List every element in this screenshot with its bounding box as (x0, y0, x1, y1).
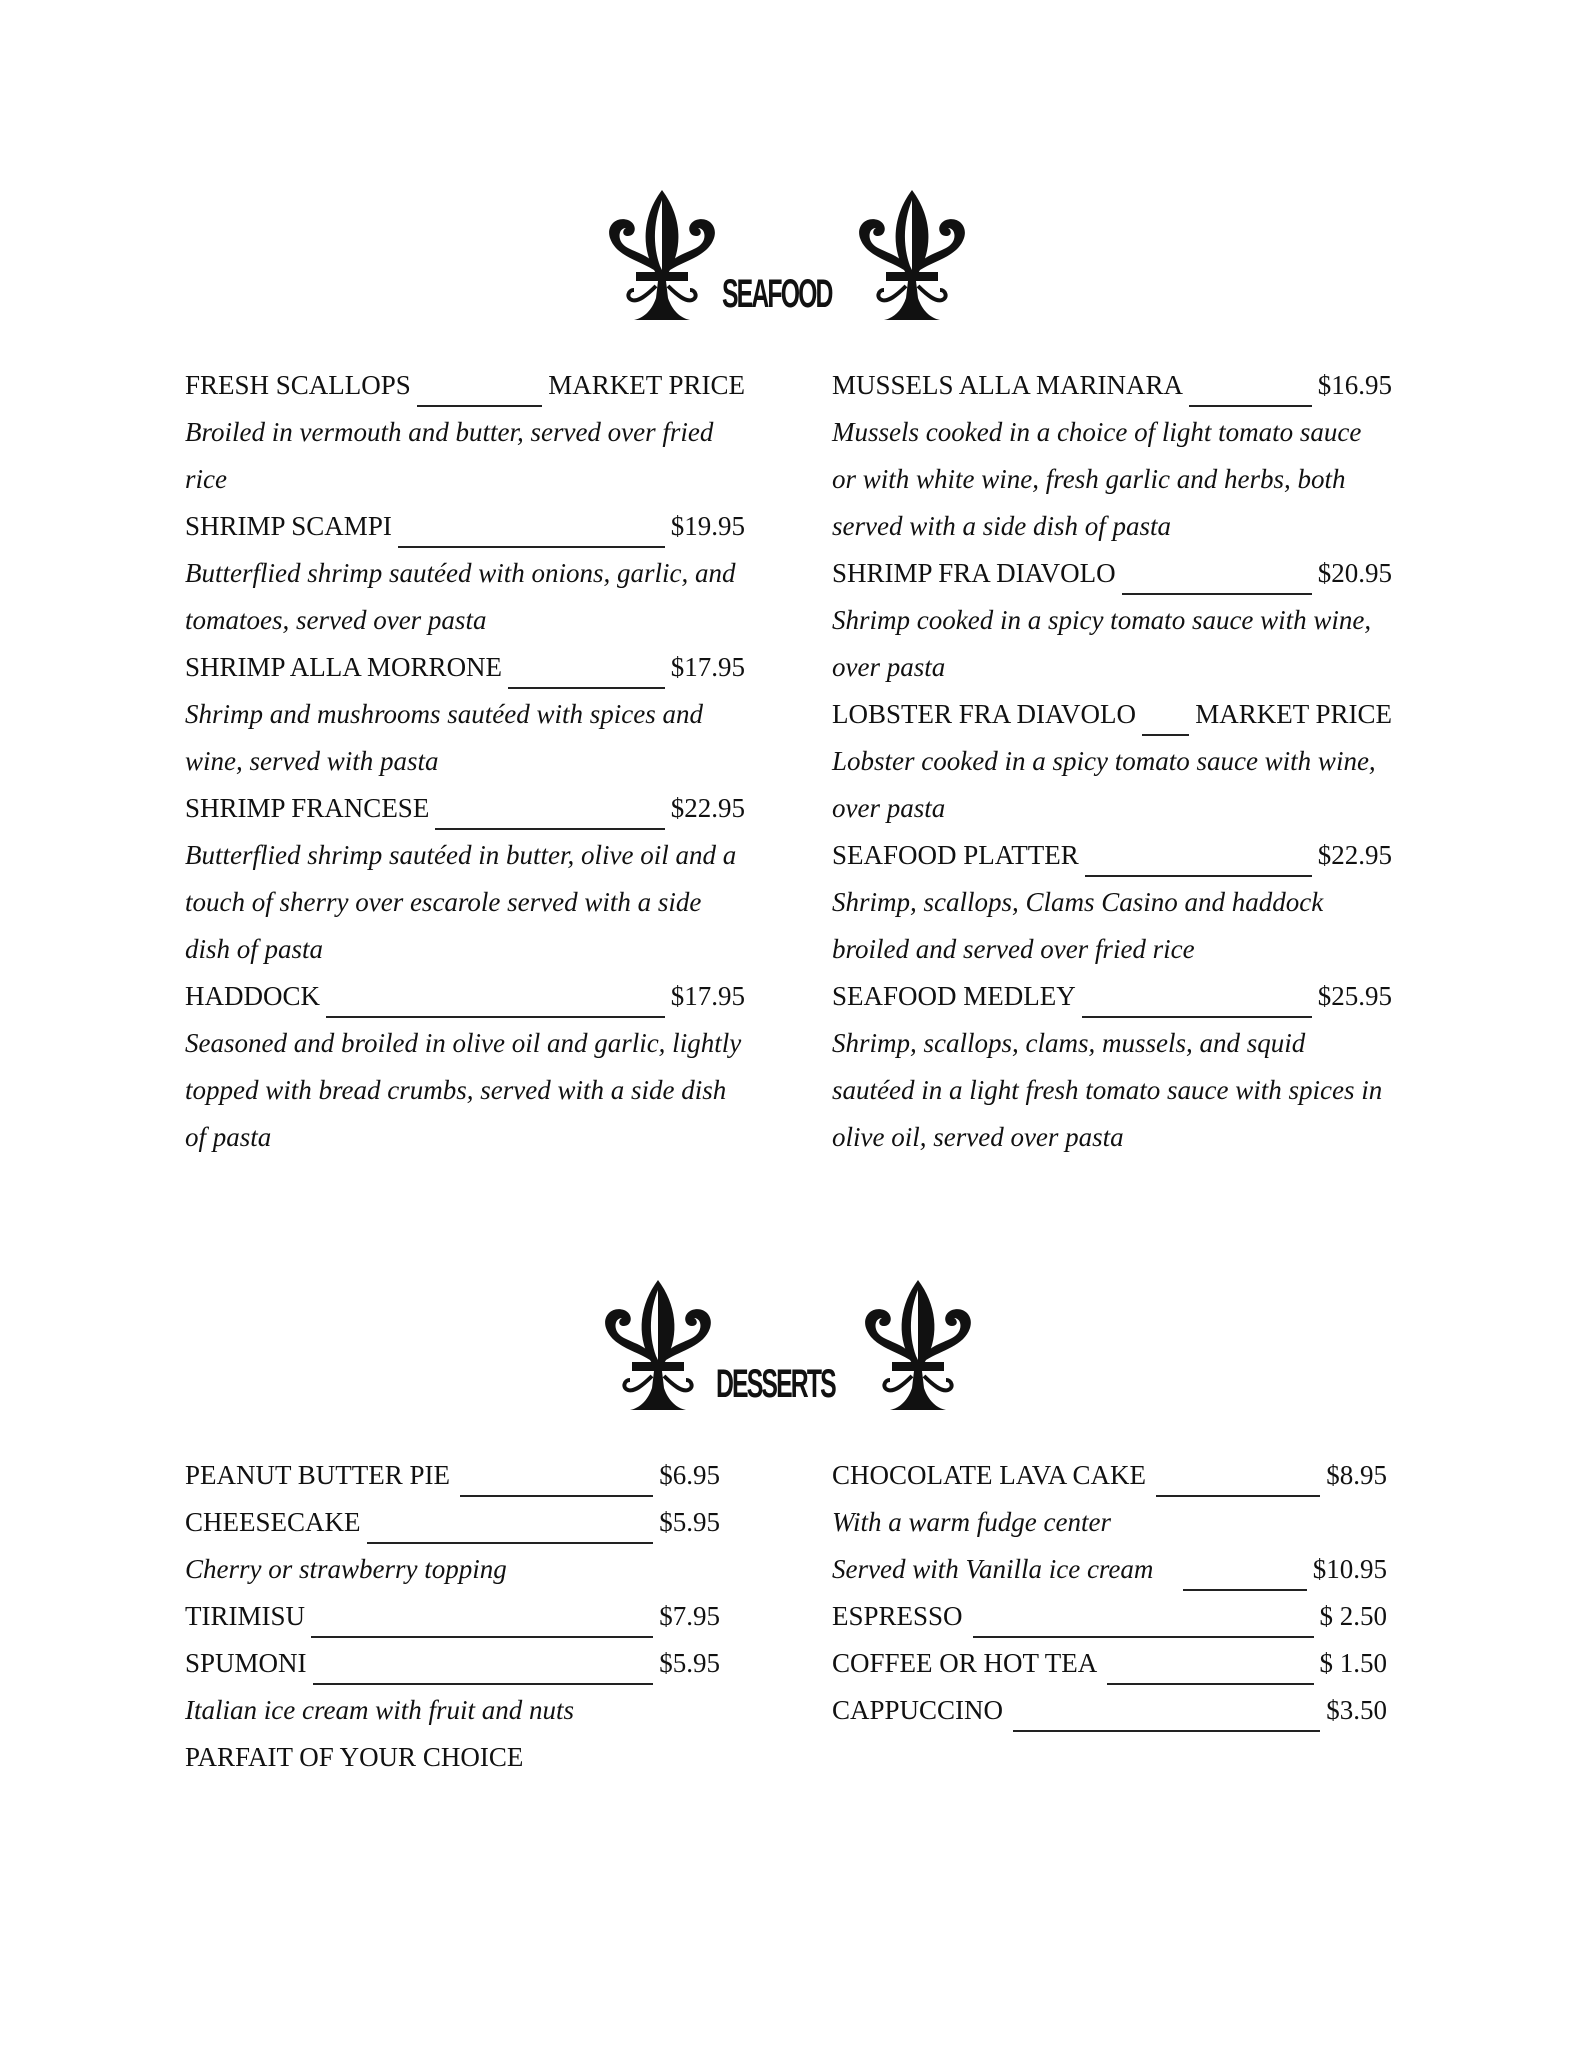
leader-line (435, 785, 664, 830)
menu-item (832, 1593, 1387, 1640)
item-price: $10.95 (1312, 1554, 1387, 1584)
leader-line (1013, 1687, 1320, 1732)
item-name: SEAFOOD PLATTER (832, 840, 1079, 870)
item-price: $8.95 (1326, 1460, 1387, 1490)
item-description: Italian ice cream with fruit and nuts (185, 1695, 574, 1725)
fleur-de-lis-icon (852, 186, 972, 326)
leader-line (508, 644, 665, 689)
item-price: $5.95 (659, 1648, 720, 1678)
item-price: $7.95 (659, 1601, 720, 1631)
item-name: LOBSTER FRA DIAVOLO (832, 699, 1137, 729)
item-price: $ 1.50 (1319, 1648, 1387, 1678)
item-name: FRESH SCALLOPS (185, 370, 411, 400)
fleur-de-lis-icon (858, 1276, 978, 1416)
item-description: Seasoned and broiled in olive oil and garlic, lightly topped with bread crumbs, served with a side dish of pasta (185, 1028, 742, 1152)
menu-item (832, 1452, 1387, 1499)
menu-item (832, 832, 1392, 879)
leader-line (1085, 832, 1312, 877)
item-name: TIRIMISU (185, 1601, 305, 1631)
item-description: With a warm fudge center (832, 1507, 1111, 1537)
item-price: MARKET PRICE (548, 370, 745, 400)
menu-item (832, 691, 1392, 738)
item-price: $5.95 (659, 1507, 720, 1537)
item-price: $3.50 (1326, 1695, 1387, 1725)
leader-line (367, 1499, 654, 1544)
menu-item (832, 1546, 1387, 1593)
menu-item (185, 973, 745, 1020)
item-description: Shrimp, scallops, clams, mussels, and squid sautéed in a light fresh tomato sauce with spices in olive oil, served over pasta (832, 1028, 1383, 1152)
menu-item (832, 973, 1392, 1020)
leader-line (1142, 691, 1189, 736)
menu-item (832, 362, 1392, 409)
item-description: Butterflied shrimp sautéed with onions, garlic, and tomatoes, served over pasta (185, 558, 736, 635)
menu-item (185, 503, 745, 550)
item-price: $17.95 (670, 981, 745, 1011)
leader-line (1189, 362, 1312, 407)
item-description: Shrimp cooked in a spicy tomato sauce with wine, over pasta (832, 605, 1372, 682)
item-name: SPUMONI (185, 1648, 307, 1678)
item-description: Cherry or strawberry topping (185, 1554, 507, 1584)
desserts-title: DESSERTS (716, 1362, 835, 1406)
leader-line (1156, 1452, 1320, 1497)
item-name: CHEESECAKE (185, 1507, 361, 1537)
leader-line (1122, 550, 1312, 595)
seafood-right-column (832, 362, 1392, 1161)
item-name: MUSSELS ALLA MARINARA (832, 370, 1184, 400)
item-description: Shrimp and mushrooms sautéed with spices and wine, served with pasta (185, 699, 703, 776)
item-description: Broiled in vermouth and butter, served over fried rice (185, 417, 714, 494)
item-description: Lobster cooked in a spicy tomato sauce with wine, over pasta (832, 746, 1376, 823)
item-description: Shrimp, scallops, Clams Casino and haddock broiled and served over fried rice (832, 887, 1324, 964)
item-name: SEAFOOD MEDLEY (832, 981, 1076, 1011)
menu-item (185, 785, 745, 832)
item-name: CAPPUCCINO (832, 1695, 1004, 1725)
item-price: $17.95 (670, 652, 745, 682)
menu-item (185, 1640, 720, 1687)
menu-item (185, 1593, 720, 1640)
menu-item (185, 644, 745, 691)
item-price: $22.95 (1317, 840, 1392, 870)
leader-line (460, 1452, 653, 1497)
seafood-title: SEAFOOD (722, 272, 832, 316)
item-name: Served with Vanilla ice cream (832, 1554, 1154, 1584)
desserts-header (0, 1270, 1582, 1430)
item-description: Mussels cooked in a choice of light tomato sauce or with white wine, fresh garlic and herbs, both served with a side dish of pasta (832, 417, 1362, 541)
item-name: ESPRESSO (832, 1601, 963, 1631)
desserts-left-column (185, 1452, 720, 1781)
item-price: $ 2.50 (1319, 1601, 1387, 1631)
item-name: SHRIMP SCAMPI (185, 511, 392, 541)
leader-line (1183, 1546, 1306, 1591)
item-description: Butterflied shrimp sautéed in butter, olive oil and a touch of sherry over escarole served with a side dish of pasta (185, 840, 737, 964)
menu-item (832, 1687, 1387, 1734)
leader-line (1107, 1640, 1313, 1685)
leader-line (1082, 973, 1312, 1018)
desserts-right-column (832, 1452, 1387, 1734)
leader-line (311, 1593, 653, 1638)
item-price: $16.95 (1317, 370, 1392, 400)
item-name: SHRIMP FRANCESE (185, 793, 430, 823)
menu-item (185, 1734, 720, 1781)
menu-item (832, 1640, 1387, 1687)
item-name: HADDOCK (185, 981, 320, 1011)
item-name: CHOCOLATE LAVA CAKE (832, 1460, 1147, 1490)
leader-line (417, 362, 542, 407)
fleur-de-lis-icon (598, 1276, 718, 1416)
leader-line (326, 973, 665, 1018)
item-price: $25.95 (1317, 981, 1392, 1011)
menu-item (185, 1499, 720, 1546)
menu-item (185, 1452, 720, 1499)
item-price: $6.95 (659, 1460, 720, 1490)
item-name: PARFAIT OF YOUR CHOICE (185, 1742, 524, 1772)
leader-line (973, 1593, 1314, 1638)
leader-line (313, 1640, 654, 1685)
item-price: $19.95 (670, 511, 745, 541)
item-price: $20.95 (1317, 558, 1392, 588)
item-price: MARKET PRICE (1195, 699, 1392, 729)
seafood-header (0, 180, 1582, 340)
fleur-de-lis-icon (602, 186, 722, 326)
menu-item (185, 362, 745, 409)
item-name: PEANUT BUTTER PIE (185, 1460, 451, 1490)
leader-line (398, 503, 665, 548)
item-price: $22.95 (670, 793, 745, 823)
item-name: COFFEE OR HOT TEA (832, 1648, 1098, 1678)
menu-item (832, 550, 1392, 597)
item-name: SHRIMP FRA DIAVOLO (832, 558, 1116, 588)
item-name: SHRIMP ALLA MORRONE (185, 652, 503, 682)
seafood-left-column (185, 362, 745, 1161)
